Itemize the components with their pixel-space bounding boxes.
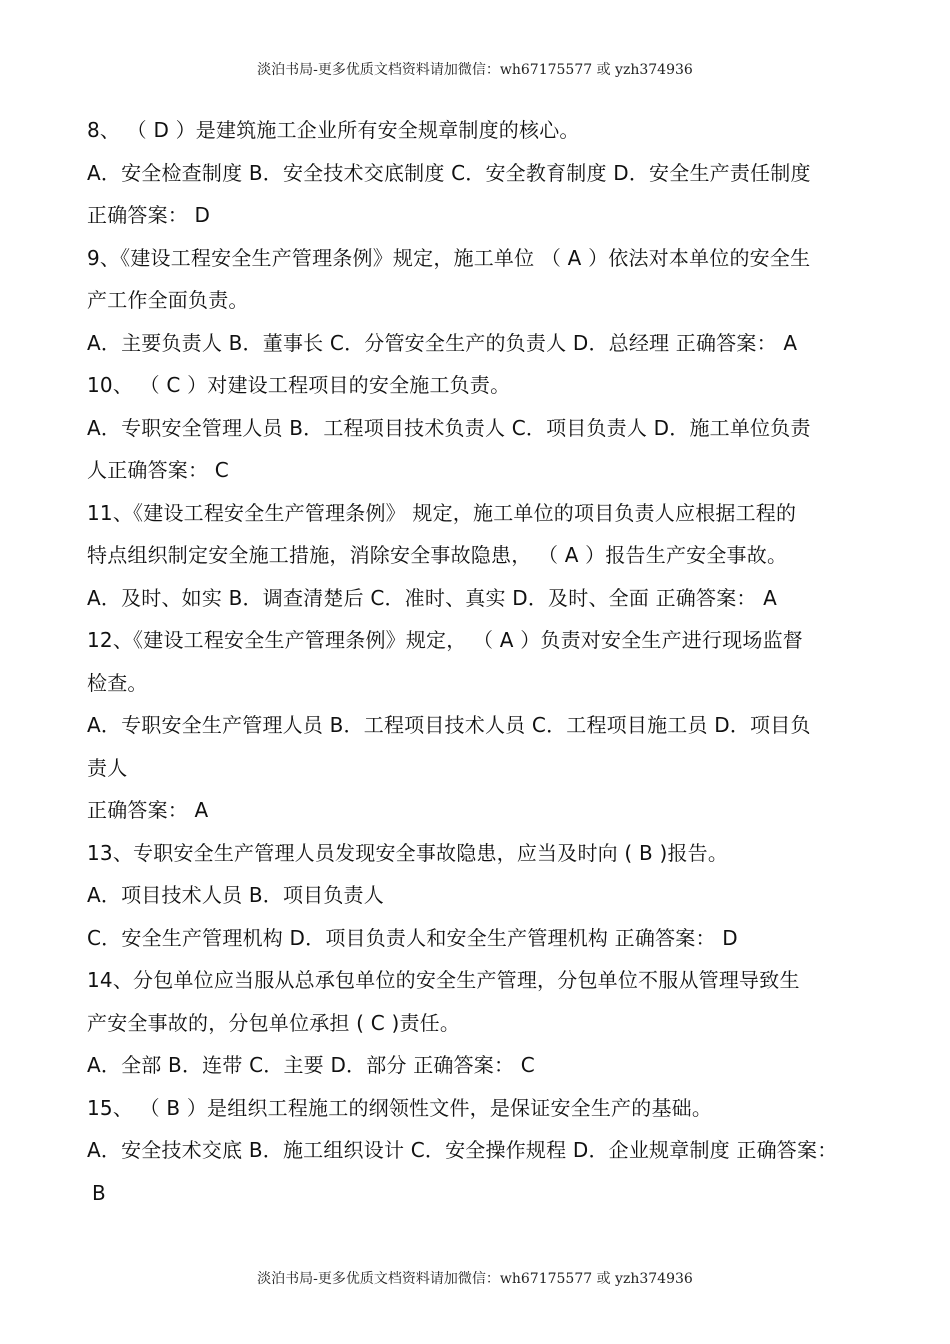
question-11-options: A．及时、如实 B．调查清楚后 C．准时、真实 D．及时、全面 正确答案： A	[87, 585, 778, 610]
question-15-options: A．安全技术交底 B．施工组织设计 C．安全操作规程 D．企业规章制度 正确答案：	[87, 1138, 838, 1162]
question-12-options-cont: 责人	[87, 755, 128, 780]
question-13-stem: 13、专职安全生产管理人员发现安全事故隐患，应当及时向 ( B )报告。	[87, 840, 729, 865]
question-12-answer: 正确答案： A	[87, 798, 209, 822]
question-11-stem-cont: 特点组织制定安全施工措施，消除安全事故隐患， （ A ）报告生产安全事故。	[87, 543, 788, 567]
question-12-stem: 12、《建设工程安全生产管理条例》规定， （ A ）负责对安全生产进行现场监督	[87, 628, 804, 652]
question-15-answer: B	[92, 1180, 106, 1205]
question-8-answer: 正确答案： D	[87, 203, 211, 227]
question-12-stem-cont: 检查。	[87, 670, 148, 695]
question-9-stem: 9、《建设工程安全生产管理条例》规定，施工单位 （ A ）依法对本单位的安全生	[87, 245, 811, 270]
question-10-stem: 10、 （ C ）对建设工程项目的安全施工负责。	[87, 373, 511, 397]
question-10-options: A．专职安全管理人员 B．工程项目技术负责人 C．项目负责人 D．施工单位负责	[87, 415, 811, 440]
question-10-answer: 人正确答案： C	[87, 458, 229, 482]
question-15-stem: 15、 （ B ）是组织工程施工的纲领性文件，是保证安全生产的基础。	[87, 1095, 713, 1120]
question-9-stem-cont: 产工作全面负责。	[87, 288, 249, 312]
question-14-stem: 14、分包单位应当服从总承包单位的安全生产管理，分包单位不服从管理导致生	[87, 968, 800, 992]
page-footer: 淡泊书局-更多优质文档资料请加微信：wh67175577 或 yzh374936	[257, 1271, 693, 1287]
question-14-options: A．全部 B．连带 C．主要 D．部分 正确答案： C	[87, 1053, 535, 1077]
question-9-options: A．主要负责人 B．董事长 C．分管安全生产的负责人 D．总经理 正确答案： A	[87, 330, 798, 355]
document-body	[87, 109, 877, 1214]
page-header: 淡泊书局-更多优质文档资料请加微信：wh67175577 或 yzh374936	[257, 62, 693, 78]
question-13-options-cont: C．安全生产管理机构 D．项目负责人和安全生产管理机构 正确答案： D	[87, 925, 738, 950]
question-14-stem-cont: 产安全事故的，分包单位承担 ( C )责任。	[87, 1010, 461, 1035]
question-13-options: A．项目技术人员 B．项目负责人	[87, 883, 384, 907]
question-11-stem: 11、《建设工程安全生产管理条例》 规定，施工单位的项目负责人应根据工程的	[87, 500, 797, 525]
question-8-options: A．安全检查制度 B．安全技术交底制度 C．安全教育制度 D．安全生产责任制度	[87, 160, 811, 185]
question-12-options: A．专职安全生产管理人员 B．工程项目技术人员 C．工程项目施工员 D．项目负	[87, 713, 811, 737]
question-8-stem: 8、 （ D ）是建筑施工企业所有安全规章制度的核心。	[87, 118, 580, 142]
